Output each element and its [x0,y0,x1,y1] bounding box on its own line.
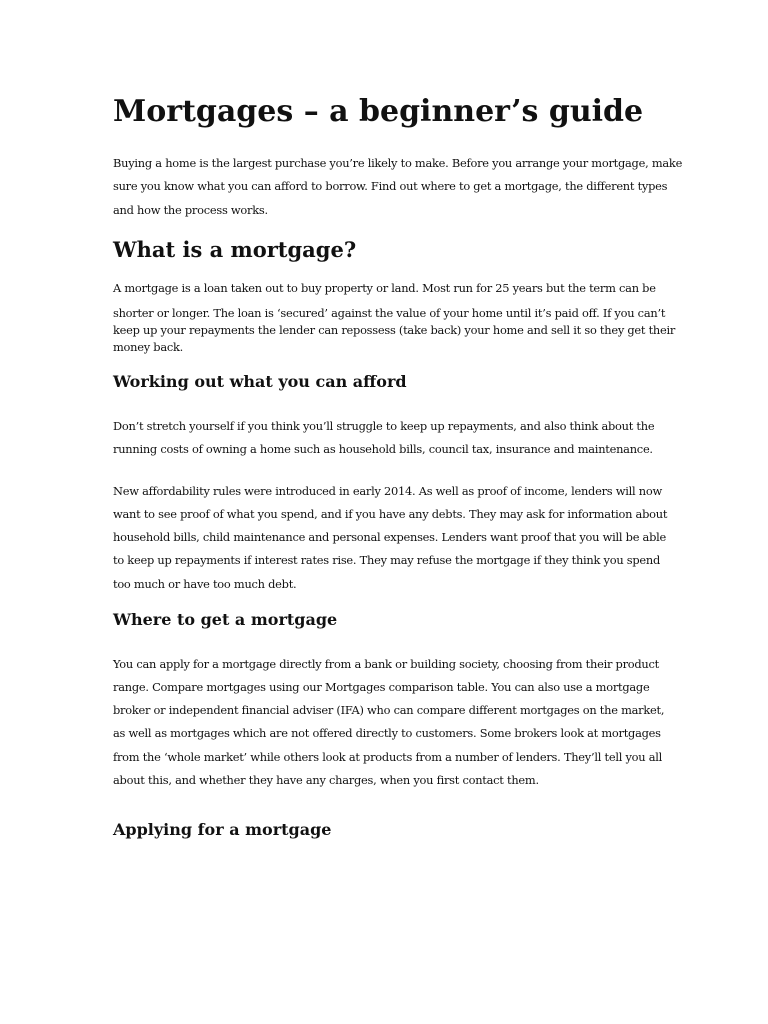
body-line: as well as mortgages which are not offered directly to customers. Some brokers look at mortgages [113,726,661,740]
body-line: to keep up repayments if interest rates rise. They may refuse the mortgage if they think you spend [113,553,661,567]
section-heading-what-is-a-mortgage: What is a mortgage? [113,237,357,262]
body-line: want to see proof of what you spend, and if you have any debts. They may ask for information about [113,507,668,521]
body-line: household bills, child maintenance and personal expenses. Lenders want proof that you will be able [113,530,667,544]
intro-line: and how the process works. [113,203,268,217]
section-heading-where-to-get-a-mortgage: Where to get a mortgage [113,610,338,629]
body-line: Don’t stretch yourself if you think you’ll struggle to keep up repayments, and also think about the [113,419,655,433]
body-line: keep up your repayments the lender can repossess (take back) your home and sell it so they get their [113,323,676,337]
body-line: shorter or longer. The loan is ‘secured’ against the value of your home until it’s paid off. If you can’t [113,306,666,320]
body-line: from the ‘whole market’ while others look at products from a number of lenders. They’ll tell you all [113,750,663,764]
body-line: A mortgage is a loan taken out to buy property or land. Most run for 25 years but the term can be [113,281,656,295]
section-heading-working-out-what-you-can-afford: Working out what you can afford [113,372,407,391]
body-line: range. Compare mortgages using our Mortgages comparison table. You can also use a mortgage [113,680,650,694]
body-line: New affordability rules were introduced in early 2014. As well as proof of income, lenders will now [113,484,662,498]
body-line: running costs of owning a home such as household bills, council tax, insurance and maintenance. [113,442,653,456]
intro-line: sure you know what you can afford to borrow. Find out where to get a mortgage, the different types [113,179,668,193]
body-line: too much or have too much debt. [113,577,297,591]
page-title: Mortgages – a beginner’s guide [113,94,644,129]
body-line: You can apply for a mortgage directly from a bank or building society, choosing from their product [113,657,659,671]
body-line: about this, and whether they have any charges, when you first contact them. [113,773,539,787]
section-heading-applying-for-a-mortgage: Applying for a mortgage [113,820,332,839]
intro-line: Buying a home is the largest purchase you’re likely to make. Before you arrange your mortgage, make [113,156,683,170]
body-line: broker or independent financial adviser (IFA) who can compare different mortgages on the market, [113,703,665,717]
body-line: money back. [113,340,184,354]
